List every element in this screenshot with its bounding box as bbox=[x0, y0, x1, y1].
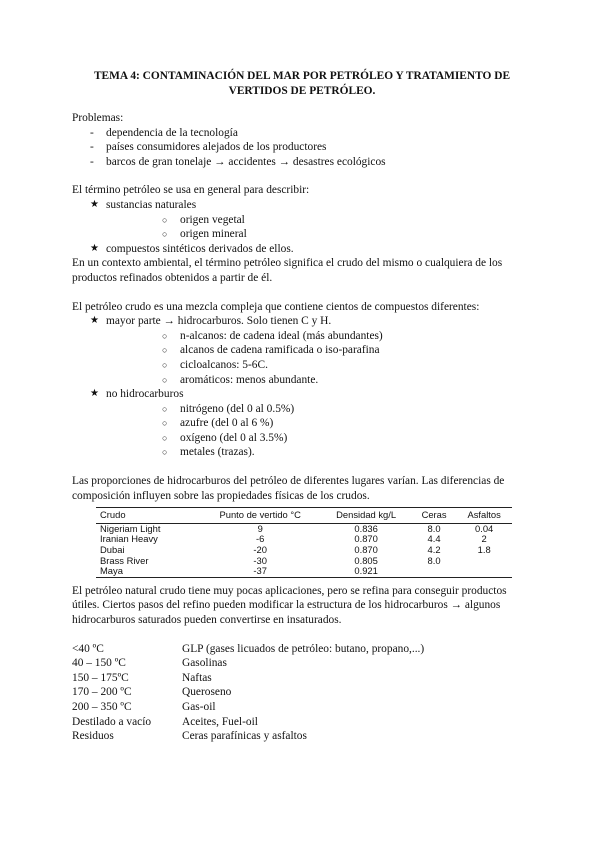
list-item: ○ origen mineral bbox=[106, 227, 532, 242]
table-row: Brass River -30 0.805 8.0 bbox=[100, 554, 441, 566]
table-header: Punto de vertido °C bbox=[200, 508, 320, 524]
star-bullet-icon: ★ bbox=[90, 242, 99, 254]
crude-table bbox=[96, 507, 512, 578]
list-item: ★ sustancias naturales ○ origen vegetal ○ origen mineral bbox=[72, 198, 532, 242]
list-item: ○ oxígeno (del 0 al 3.5%) bbox=[106, 431, 532, 446]
table-header: Densidad kg/L bbox=[320, 508, 411, 524]
term-context: En un contexto ambiental, el término petróleo significa el crudo del mismo o cualquiera de los productos refinados obtenidos a partir de él. bbox=[72, 257, 503, 284]
list-item: ○ aromáticos: menos abundante. bbox=[106, 373, 532, 388]
table-header: Asfaltos bbox=[456, 508, 512, 524]
list-item: Destilado a vacío Aceites, Fuel-oil bbox=[72, 715, 258, 728]
problems-list bbox=[72, 126, 532, 170]
refining-paragraph: El petróleo natural crudo tiene muy pocas aplicaciones, pero se refina para conseguir productos útiles. Ciertos pasos del refino pueden modificar la estructura de los hidrocarburos → algunos hidrocarburos saturados pueden convertirse en insaturados. bbox=[72, 584, 507, 626]
list-item: ○ alcanos de cadena ramificada o iso-parafina bbox=[106, 343, 532, 358]
list-item: - barcos de gran tonelaje → accidentes → desastres ecológicos bbox=[72, 155, 532, 170]
table-row: Dubai -20 0.870 4.2 1.8 bbox=[100, 544, 491, 556]
distillation-list bbox=[72, 642, 532, 744]
list-item: ○ azufre (del 0 al 6 %) bbox=[106, 416, 532, 431]
table-header: Ceras bbox=[412, 508, 456, 524]
page-title: TEMA 4: CONTAMINACIÓN DEL MAR POR PETRÓLEO Y TRATAMIENTO DE VERTIDOS DE PETRÓLEO. bbox=[93, 70, 511, 97]
crude-list bbox=[72, 314, 532, 460]
list-item: - países consumidores alejados de los productores bbox=[72, 140, 532, 155]
list-item: Residuos Ceras parafínicas y asfaltos bbox=[72, 730, 307, 743]
table-header: Crudo bbox=[96, 508, 200, 524]
list-item: ○ metales (trazas). bbox=[106, 445, 532, 460]
problems-heading: Problemas: bbox=[72, 112, 124, 124]
list-item: 150 – 175ºC Naftas bbox=[72, 671, 212, 684]
list-item: ○ n-alcanos: de cadena ideal (más abundantes) bbox=[106, 329, 532, 344]
list-item: ★ no hidrocarburos ○ nitrógeno (del 0 al 0.5%) ○ azufre (del 0 al 6 %) ○ oxígeno (del 0 al 3.5%) ○ metales (trazas). bbox=[72, 387, 532, 460]
term-intro: El término petróleo se usa en general para describir: bbox=[72, 184, 310, 197]
list-item: ○ nitrógeno (del 0 al 0.5%) bbox=[106, 402, 532, 417]
list-item: ★ mayor parte → hidrocarburos. Solo tienen C y H. ○ n-alcanos: de cadena ideal (más abundantes) ○ alcanos de cadena ramificada o iso-parafina ○ cicloalcanos: 5-6C. ○ aromáticos: menos abundante. bbox=[72, 314, 532, 387]
list-item: ○ cicloalcanos: 5-6C. bbox=[106, 358, 532, 373]
crude-intro: El petróleo crudo es una mezcla compleja que contiene cientos de compuestos diferentes: bbox=[72, 300, 480, 313]
list-item: ○ origen vegetal bbox=[106, 213, 532, 228]
table-row: Maya -37 0.921 bbox=[100, 565, 378, 577]
star-bullet-icon: ★ bbox=[90, 198, 99, 210]
term-list bbox=[72, 198, 532, 256]
list-item: 200 – 350 ºC Gas-oil bbox=[72, 700, 216, 713]
list-item: 40 – 150 ºC Gasolinas bbox=[72, 657, 227, 670]
list-item: - dependencia de la tecnología bbox=[72, 126, 532, 141]
star-bullet-icon: ★ bbox=[90, 315, 99, 327]
table-row: Nigeriam Light 9 0.836 8.0 0.04 bbox=[100, 522, 494, 534]
table-row: Iranian Heavy -6 0.870 4.4 2 bbox=[100, 533, 487, 545]
list-item: 170 – 200 ºC Queroseno bbox=[72, 686, 232, 699]
list-item: <40 ºC GLP (gases licuados de petróleo: butano, propano,...) bbox=[72, 642, 425, 655]
proportions-paragraph: Las proporciones de hidrocarburos del petróleo de diferentes lugares varían. Las diferencias de composición influyen sobre las propiedades físicas de los crudos. bbox=[72, 475, 505, 502]
star-bullet-icon: ★ bbox=[90, 388, 99, 400]
list-item: ★ compuestos sintéticos derivados de ellos. bbox=[90, 242, 294, 255]
document-page bbox=[72, 69, 532, 744]
